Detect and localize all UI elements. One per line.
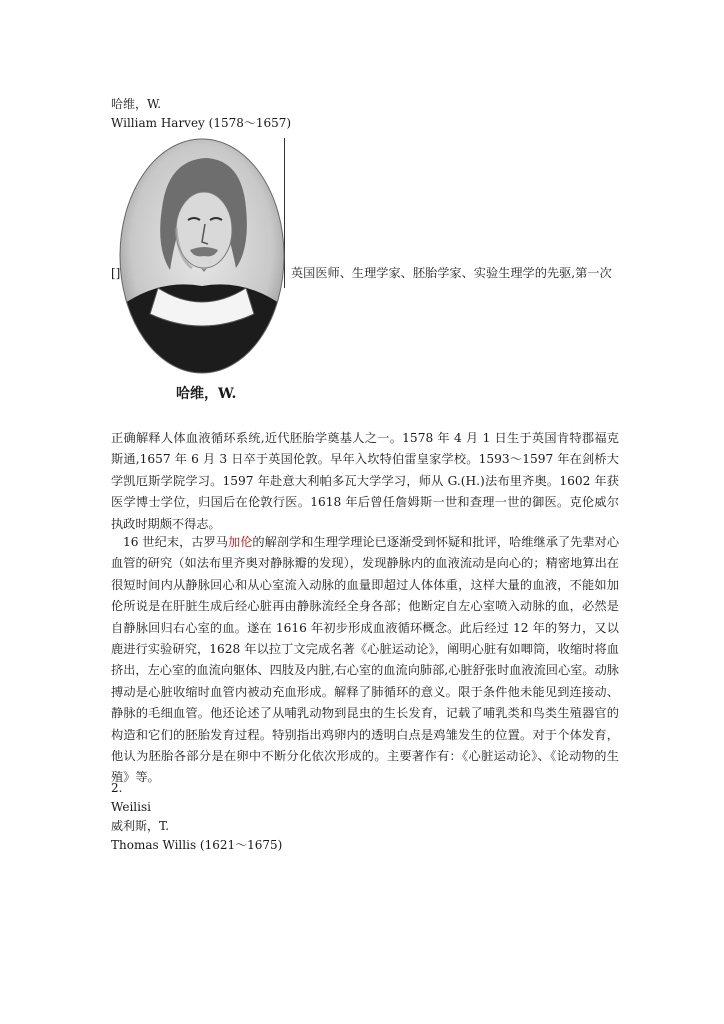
biography-paragraph-2 <box>111 532 619 789</box>
next-entry-name-cn: 威利斯，T. <box>111 819 170 833</box>
paragraph-2-rest: 的解剖学和生理学理论已逐渐受到怀疑和批评，哈维继承了先辈对心血管的研究（如法布里齐奥对静脉瓣的发现），发现静脉内的血液流动是向心的；精密地算出在很短时间内从静脉回心和从心室流入动脉的血量即超过人体体重，这样大量的血液，不能如加伦所说是在肝脏生成后经心脏再由静脉流经全身各部；他断定自左心室喷入动脉的血，必然是自静脉回归右心室的血。遂在 1616 年初步形成血液循环概念。此后经过 12 年的努力，又以鹿进行实验研究，1628 年以拉丁文完成名著《心脏运动论》，阐明心脏有如唧筒，收缩时将血挤出，左心室的血流向躯体、四肢及内脏,右心室的血流向肺部,心脏舒张时血液流回心室。动脉搏动是心脏收缩时血管内被动充血形成。解释了肺循环的意义。限于条件他未能见到连接动、静脉的毛细血管。他还论述了从哺乳动物到昆虫的生长发育，记载了哺乳类和鸟类生殖器官的构造和它们的胚胎发育过程。特别指出鸡卵内的透明白点是鸡雏发生的位置。对于个体发育，他认为胚胎各部分是在卵中不断分化依次形成的。主要著作有：《心脏运动论》、《论动物的生殖》等。 <box>111 535 620 785</box>
next-entry-name-en: Thomas Willis (1621～1675) <box>111 838 283 852</box>
intro-inline-text: 英国医师、生理学家、胚胎学家、实验生理学的先驱,第一次 <box>291 266 612 280</box>
next-entry-pinyin: Weilisi <box>111 800 151 814</box>
biography-paragraph-1: 正确解释人体血液循环系统,近代胚胎学奠基人之一。1578 年 4 月 1 日生于英国肯特郡福克斯通,1657 年 6 月 3 日卒于英国伦敦。早年入坎特伯雷皇家学校。1593～1597 年在剑桥大学凯厄斯学院学习。1597 年赴意大利帕多瓦大学学习，师从 G.(H.)法布里齐奥。1602 年获医学博士学位，归国后在伦敦行医。1618 年后曾任詹姆斯一世和查理一世的御医。克伦威尔执政时期颇不得志。 <box>111 431 619 531</box>
paragraph-2-start: 16 世纪末，古罗马 <box>123 535 228 549</box>
entry-name-cn: 哈维，W. <box>111 97 162 111</box>
portrait-caption: 哈维，W. <box>176 386 237 402</box>
portrait-image <box>118 138 286 378</box>
galen-link[interactable]: 加伦 <box>227 535 253 549</box>
entry-name-en: William Harvey (1578～1657) <box>111 116 292 130</box>
image-placeholder-bracket: [] <box>111 266 121 280</box>
next-entry-number: 2. <box>111 781 123 795</box>
